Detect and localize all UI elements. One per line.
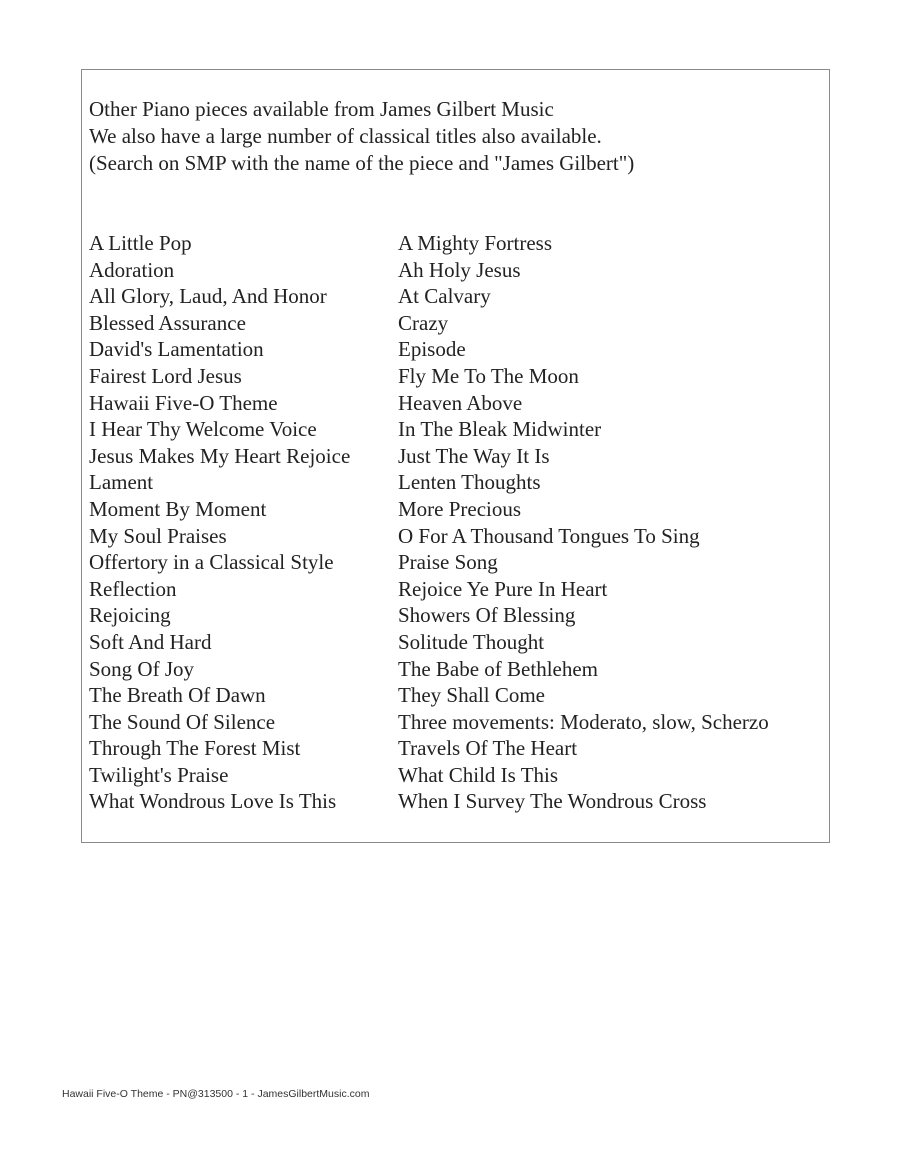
title-item: Fairest Lord Jesus — [89, 363, 242, 388]
title-item: A Mighty Fortress — [398, 231, 553, 255]
title-item: I Hear Thy Welcome Voice — [89, 417, 317, 442]
title-item: At Calvary — [398, 284, 491, 309]
intro-text — [89, 96, 634, 177]
title-item: Offertory in a Classical Style — [89, 550, 334, 575]
title-item: A Little Pop — [89, 231, 192, 255]
title-item: Three movements: Moderato, slow, Scherzo — [398, 709, 769, 734]
title-item: The Babe of Bethlehem — [398, 656, 599, 681]
title-item: Fly Me To The Moon — [398, 363, 579, 388]
title-item: Showers Of Blessing — [398, 603, 576, 628]
title-item: Twilight's Praise — [89, 762, 229, 787]
title-item: Crazy — [398, 310, 449, 335]
title-item: Episode — [398, 337, 466, 362]
title-item: All Glory, Laud, And Honor — [89, 284, 327, 309]
title-item: Soft And Hard — [89, 629, 212, 654]
title-item: What Wondrous Love Is This — [89, 789, 337, 814]
title-item: Ah Holy Jesus — [398, 257, 521, 282]
title-item: Song Of Joy — [89, 656, 195, 681]
title-item: More Precious — [398, 496, 522, 521]
title-item: Just The Way It Is — [398, 443, 550, 468]
intro-line-2: We also have a large number of classical titles also available. — [89, 124, 602, 148]
title-item: Rejoice Ye Pure In Heart — [398, 576, 608, 601]
title-item: O For A Thousand Tongues To Sing — [398, 523, 700, 548]
title-item: The Breath Of Dawn — [89, 683, 266, 708]
title-item: My Soul Praises — [89, 523, 227, 548]
title-item: Jesus Makes My Heart Rejoice — [89, 443, 351, 468]
title-item: Rejoicing — [89, 603, 171, 628]
title-item: Hawaii Five-O Theme — [89, 390, 278, 415]
title-item: Lament — [89, 470, 154, 495]
title-item: Adoration — [89, 257, 175, 282]
title-item: Moment By Moment — [89, 496, 267, 521]
title-item: Heaven Above — [398, 390, 523, 415]
titles-right-column — [398, 230, 769, 815]
title-item: Praise Song — [398, 550, 498, 575]
page-footer: Hawaii Five-O Theme - PN@313500 - 1 - JamesGilbertMusic.com — [62, 1088, 370, 1100]
intro-line-1: Other Piano pieces available from James Gilbert Music — [89, 97, 554, 121]
title-item: The Sound Of Silence — [89, 709, 276, 734]
title-item: Blessed Assurance — [89, 310, 246, 335]
titles-left-column — [89, 230, 350, 815]
title-item: When I Survey The Wondrous Cross — [398, 789, 707, 814]
title-item: They Shall Come — [398, 683, 545, 708]
intro-line-3: (Search on SMP with the name of the piece and "James Gilbert") — [89, 151, 635, 175]
title-item: Travels Of The Heart — [398, 736, 578, 761]
title-item: Through The Forest Mist — [89, 736, 301, 761]
title-item: Solitude Thought — [398, 629, 545, 654]
title-item: In The Bleak Midwinter — [398, 417, 602, 442]
title-item: Reflection — [89, 576, 177, 601]
title-item: What Child Is This — [398, 762, 559, 787]
title-item: Lenten Thoughts — [398, 470, 541, 495]
title-item: David's Lamentation — [89, 337, 264, 362]
